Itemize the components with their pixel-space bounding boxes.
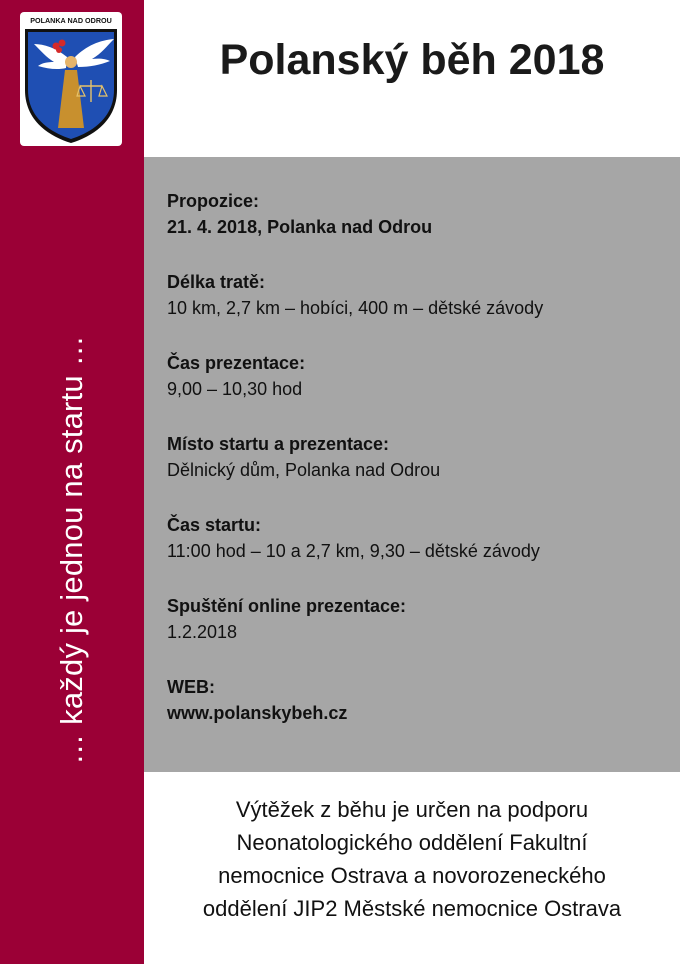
info-value: Dělnický dům, Polanka nad Odrou bbox=[167, 460, 441, 480]
info-item-cas-prezentace bbox=[167, 350, 543, 431]
town-crest-logo bbox=[20, 12, 122, 146]
website-link[interactable]: www.polanskybeh.cz bbox=[167, 703, 348, 723]
info-label: Spuštění online prezentace: bbox=[167, 596, 407, 616]
info-item-online-prezentace bbox=[167, 593, 543, 674]
charity-note-line: nemocnice Ostrava a novorozeneckého bbox=[218, 863, 606, 888]
info-item-delka-trate bbox=[167, 269, 543, 350]
info-item-cas-startu bbox=[167, 512, 543, 593]
info-list bbox=[167, 188, 543, 755]
page-title: Polanský běh 2018 bbox=[219, 36, 605, 84]
info-panel bbox=[144, 157, 680, 772]
charity-note bbox=[144, 793, 680, 925]
tagline: … každý je jednou na startu … bbox=[54, 335, 89, 765]
info-value: 10 km, 2,7 km – hobíci, 400 m – dětské závody bbox=[167, 298, 544, 318]
sidebar bbox=[0, 0, 144, 964]
charity-note-line: oddělení JIP2 Městské nemocnice Ostrava bbox=[202, 896, 622, 921]
info-value: 21. 4. 2018, Polanka nad Odrou bbox=[167, 217, 433, 237]
charity-note-line: Neonatologického oddělení Fakultní bbox=[236, 830, 588, 855]
charity-note-line: Výtěžek z běhu je určen na podporu bbox=[235, 797, 589, 822]
info-item-web bbox=[167, 674, 543, 755]
figure-head-icon bbox=[65, 56, 77, 68]
info-item-propozice bbox=[167, 188, 543, 269]
info-label: Čas startu: bbox=[167, 515, 262, 535]
info-value: 11:00 hod – 10 a 2,7 km, 9,30 – dětské závody bbox=[167, 541, 540, 561]
info-label: Délka tratě: bbox=[167, 272, 266, 292]
info-label: Místo startu a prezentace: bbox=[167, 434, 390, 454]
info-item-misto-startu bbox=[167, 431, 543, 512]
info-value: 1.2.2018 bbox=[167, 622, 238, 642]
info-label: Čas prezentace: bbox=[167, 353, 306, 373]
info-value: 9,00 – 10,30 hod bbox=[167, 379, 303, 399]
crest-text: POLANKA NAD ODROU bbox=[30, 16, 112, 25]
info-label: WEB: bbox=[167, 677, 215, 697]
info-label: Propozice: bbox=[167, 191, 260, 211]
